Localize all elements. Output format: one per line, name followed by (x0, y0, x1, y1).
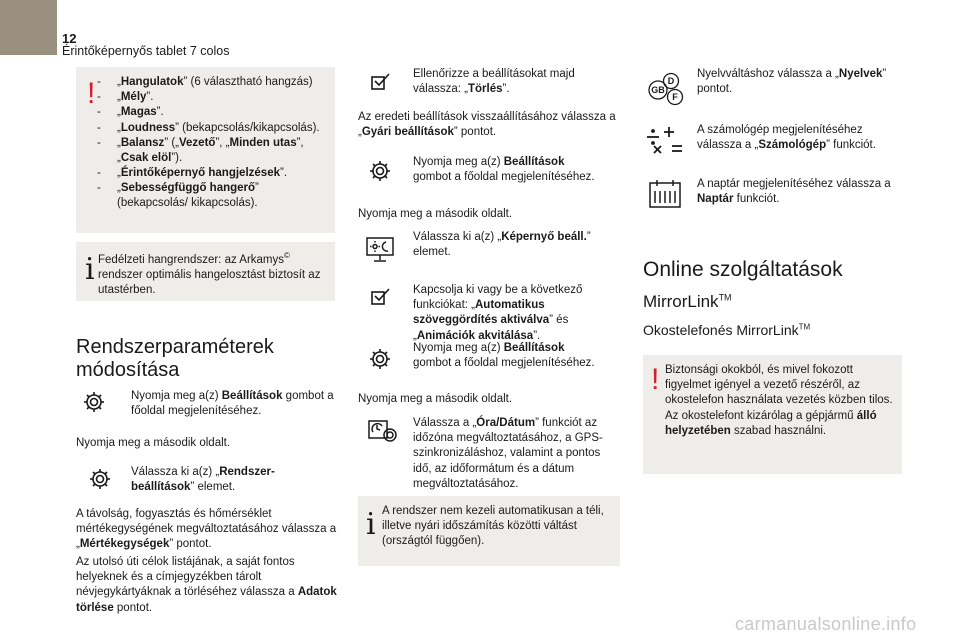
page-corner-tab (0, 0, 57, 55)
page-header: Érintőképernyős tablet 7 colos (62, 44, 230, 58)
warning-icon: ! (651, 363, 660, 396)
step-toggle-functions: Kapcsolja ki vagy be a következő funkciókat: „Automatikus szöveggördítés aktiválva” és „Animációk akvitálása”. (413, 284, 583, 342)
list-item: - „Magas”. (97, 105, 331, 120)
warning-paragraph: Az okostelefont kizárólag a gépjármű álló helyzetében szabad használni. (665, 409, 877, 437)
audio-settings-box (76, 67, 335, 233)
info-icon: i (366, 507, 376, 542)
list-item: - „Loudness” (bekapcsolás/kikapcsolás). (97, 121, 331, 136)
mirrorlink-warning-box (643, 355, 902, 474)
step-clock-date: Válassza a „Óra/Dátum” funkciót az időzóna megváltoztatásához, a GPS-szinkronizáláshoz, valamint a pontos idő, az időformátum és a dátum megváltoztatásához. (413, 417, 603, 490)
section-title-mirrorlink: MirrorLink™ (643, 292, 732, 311)
list-item: - „Érintőképernyő hangjelzések”. (97, 166, 331, 181)
clock-settings-icon (368, 420, 398, 444)
calendar-icon (649, 179, 681, 209)
step-second-page: Nyomja meg a második oldalt. (358, 208, 513, 220)
warning-text (665, 363, 899, 439)
check-box-icon (371, 287, 391, 305)
step-languages: Nyelvváltáshoz válassza a „Nyelvek” pontot. (697, 68, 887, 96)
arkamys-text: Fedélzeti hangrendszer: az Arkamys© rendszer optimális hangelosztást biztosít az utastérben. (98, 251, 321, 297)
calculator-icon (645, 124, 685, 154)
language-icon-label: D (667, 76, 675, 86)
step-settings-button: Nyomja meg a(z) Beállítások gombot a főoldal megjelenítéséhez. (413, 156, 595, 184)
step-calendar: A naptár megjelenítéséhez válassza a Naptár funkciót. (697, 178, 891, 206)
dst-info-text: A rendszer nem kezeli automatikusan a téli, illetve nyári időszámítás közötti váltást (országtól függően). (382, 505, 604, 548)
settings-gear-icon (83, 391, 105, 413)
step-calculator: A számológép megjelenítéséhez válassza a „Számológép” funkciót. (697, 124, 876, 152)
factory-reset-paragraph: Az eredeti beállítások visszaállításához válassza a „Gyári beállítások” pontot. (358, 111, 616, 139)
step-second-page: Nyomja meg a második oldalt. (358, 393, 513, 405)
warning-paragraph: Biztonsági okokból, és mivel fokozott figyelmet igényel a vezető részéről, az okostelefon használata vezetés közben tilos. (665, 364, 893, 407)
language-icon-label: GB (651, 85, 665, 95)
warning-icon: ! (87, 77, 96, 110)
info-icon: i (85, 252, 95, 287)
settings-gear-icon (369, 348, 391, 370)
audio-settings-list (97, 75, 331, 212)
list-item: - „Mély”. (97, 90, 331, 105)
languages-icon (645, 72, 687, 106)
delete-data-paragraph: Az utolsó úti célok listájának, a saját fontos helyeknek és a címjegyzékben tárolt névjegykártyáknak a törléséhez válassza a Adatok törlése pontot. (76, 556, 337, 614)
step-check-delete: Ellenőrizze a beállításokat majd válassza: „Törlés”. (413, 68, 575, 96)
step-system-settings: Válassza ki a(z) „Rendszer-beállítások” elemet. (131, 466, 275, 494)
units-paragraph: A távolság, fogyasztás és hőmérséklet mértékegységének megváltoztatásához válassza a „Mértékegységek” pontot. (76, 508, 337, 551)
screen-brightness-icon (366, 237, 394, 263)
check-box-icon (371, 72, 391, 90)
step-settings-button: Nyomja meg a(z) Beállítások gombot a főoldal megjelenítéséhez. (413, 342, 595, 370)
section-title-online-services: Online szolgáltatások (643, 258, 843, 281)
settings-gear-icon (369, 160, 391, 182)
language-icon-label: F (672, 92, 678, 102)
arkamys-info-box (76, 242, 335, 301)
list-item: - „Sebességfüggő hangerő” (bekapcsolás/ kikapcsolás). (97, 181, 331, 211)
dst-info-box (358, 496, 620, 566)
settings-gear-icon (89, 468, 111, 490)
list-item: - „Hangulatok” (6 választható hangzás) (97, 75, 331, 90)
step-settings-button: Nyomja meg a(z) Beállítások gombot a főoldal megjelenítéséhez. (131, 390, 334, 418)
page-number: 12 (62, 31, 77, 46)
step-screen-settings: Válassza ki a(z) „Képernyő beáll.” elemet. (413, 231, 591, 259)
step-second-page: Nyomja meg a második oldalt. (76, 437, 231, 449)
watermark: carmanualsonline.info (735, 614, 917, 634)
list-item: - „Balansz” („Vezető”, „Minden utas”, „Csak elöl”). (97, 136, 331, 166)
section-title-system-settings: Rendszerparaméterek módosítása (76, 336, 274, 381)
subtitle-smartphone-mirrorlink: Okostelefonés MirrorLink™ (643, 322, 811, 338)
